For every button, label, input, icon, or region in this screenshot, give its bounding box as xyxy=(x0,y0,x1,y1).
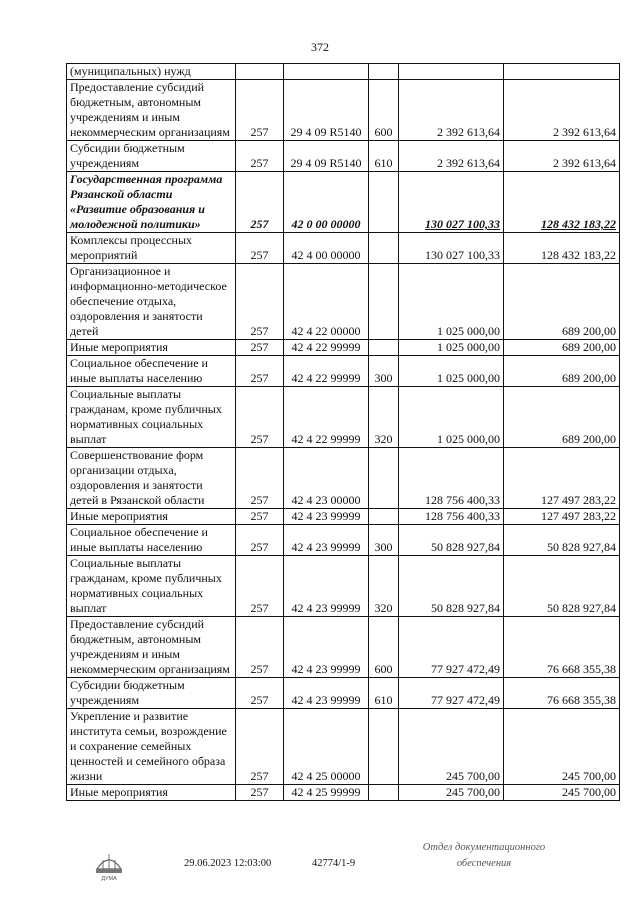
table-row xyxy=(67,509,620,525)
row-admin-code-cell: 257 xyxy=(236,709,284,785)
row-name-cell: Иные мероприятия xyxy=(67,785,236,801)
row-name-cell: (муниципальных) нужд xyxy=(67,64,236,80)
page-footer xyxy=(0,842,640,904)
row-sum-2023-cell: 127 497 283,22 xyxy=(504,448,620,509)
table-row xyxy=(67,448,620,509)
row-admin-code-cell: 257 xyxy=(236,448,284,509)
row-sum-2022-cell: 1 025 000,00 xyxy=(399,356,504,387)
row-sum-2022-cell: 77 927 472,49 xyxy=(399,678,504,709)
row-sum-2023-cell: 245 700,00 xyxy=(504,785,620,801)
row-admin-code-cell: 257 xyxy=(236,141,284,172)
row-target-article-cell: 42 4 23 99999 xyxy=(284,678,369,709)
table-row xyxy=(67,233,620,264)
row-admin-code-cell: 257 xyxy=(236,617,284,678)
duma-emblem-icon xyxy=(92,848,126,882)
row-sum-2023-cell: 50 828 927,84 xyxy=(504,525,620,556)
row-admin-code-cell: 257 xyxy=(236,509,284,525)
row-name-cell: Организационное и информационно-методическое обеспечение отдыха, оздоровления и занятости детей xyxy=(67,264,236,340)
row-name-cell: Субсидии бюджетным учреждениям xyxy=(67,141,236,172)
row-name-cell: Социальные выплаты гражданам, кроме публичных нормативных социальных выплат xyxy=(67,387,236,448)
row-name-cell: Государственная программа Рязанской области «Развитие образования и молодежной политики» xyxy=(67,172,236,233)
row-expense-type-cell xyxy=(369,448,399,509)
row-expense-type-cell: 300 xyxy=(369,356,399,387)
page-number: 372 xyxy=(311,40,329,54)
row-admin-code-cell: 257 xyxy=(236,340,284,356)
row-name-cell: Предоставление субсидий бюджетным, автономным учреждениям и иным некоммерческим организациям xyxy=(67,617,236,678)
row-target-article-cell: 42 4 23 99999 xyxy=(284,509,369,525)
row-name-cell: Комплексы процессных мероприятий xyxy=(67,233,236,264)
row-expense-type-cell xyxy=(369,172,399,233)
row-name-cell: Субсидии бюджетным учреждениям xyxy=(67,678,236,709)
row-target-article-cell: 42 4 23 00000 xyxy=(284,448,369,509)
table-row xyxy=(67,141,620,172)
row-admin-code-cell: 257 xyxy=(236,356,284,387)
row-sum-2022-cell: 130 027 100,33 xyxy=(399,233,504,264)
row-sum-2023-cell: 689 200,00 xyxy=(504,387,620,448)
row-admin-code-cell: 257 xyxy=(236,172,284,233)
row-sum-2023-cell: 76 668 355,38 xyxy=(504,617,620,678)
row-expense-type-cell xyxy=(369,64,399,80)
row-admin-code-cell: 257 xyxy=(236,387,284,448)
row-target-article-cell: 42 4 25 00000 xyxy=(284,709,369,785)
row-target-article-cell: 42 4 22 99999 xyxy=(284,340,369,356)
department-line-2: обеспечения xyxy=(456,858,512,869)
row-name-cell: Укрепление и развитие института семьи, возрождение и сохранение семейных ценностей и семейного образа жизни xyxy=(67,709,236,785)
row-sum-2022-cell xyxy=(399,64,504,80)
row-sum-2022-cell: 2 392 613,64 xyxy=(399,80,504,141)
table-row xyxy=(67,64,620,80)
table-row xyxy=(67,387,620,448)
row-target-article-cell: 29 4 09 R5140 xyxy=(284,80,369,141)
row-name-cell: Предоставление субсидий бюджетным, автономным учреждениям и иным некоммерческим организациям xyxy=(67,80,236,141)
row-sum-2023-cell: 689 200,00 xyxy=(504,356,620,387)
row-expense-type-cell xyxy=(369,785,399,801)
row-sum-2023-cell: 76 668 355,38 xyxy=(504,678,620,709)
footer-document-id: 42774/1-9 xyxy=(312,858,356,869)
row-name-cell: Иные мероприятия xyxy=(67,509,236,525)
row-sum-2023-cell xyxy=(504,64,620,80)
footer-department-stamp xyxy=(404,840,564,872)
row-admin-code-cell: 257 xyxy=(236,233,284,264)
table-row xyxy=(67,340,620,356)
table-row xyxy=(67,172,620,233)
row-expense-type-cell: 300 xyxy=(369,525,399,556)
row-name-cell: Социальное обеспечение и иные выплаты населению xyxy=(67,525,236,556)
row-sum-2022-cell: 1 025 000,00 xyxy=(399,340,504,356)
row-sum-2022-cell: 50 828 927,84 xyxy=(399,525,504,556)
footer-timestamp: 29.06.2023 12:03:00 xyxy=(184,858,272,869)
row-admin-code-cell: 257 xyxy=(236,264,284,340)
row-sum-2022-cell: 1 025 000,00 xyxy=(399,264,504,340)
row-admin-code-cell: 257 xyxy=(236,80,284,141)
row-sum-2023-cell: 689 200,00 xyxy=(504,340,620,356)
table-row xyxy=(67,617,620,678)
table-row xyxy=(67,264,620,340)
row-name-cell: Социальные выплаты гражданам, кроме публичных нормативных социальных выплат xyxy=(67,556,236,617)
row-name-cell: Иные мероприятия xyxy=(67,340,236,356)
budget-table-body xyxy=(67,64,620,801)
row-admin-code-cell xyxy=(236,64,284,80)
row-target-article-cell: 42 4 22 99999 xyxy=(284,387,369,448)
row-expense-type-cell: 320 xyxy=(369,556,399,617)
row-admin-code-cell: 257 xyxy=(236,678,284,709)
row-expense-type-cell: 610 xyxy=(369,141,399,172)
row-sum-2023-cell: 689 200,00 xyxy=(504,264,620,340)
row-target-article-cell: 42 4 23 99999 xyxy=(284,617,369,678)
row-sum-2022-cell: 245 700,00 xyxy=(399,709,504,785)
budget-table xyxy=(66,63,620,801)
row-target-article-cell: 42 4 25 99999 xyxy=(284,785,369,801)
row-expense-type-cell xyxy=(369,264,399,340)
row-target-article-cell: 42 0 00 00000 xyxy=(284,172,369,233)
row-sum-2022-cell: 1 025 000,00 xyxy=(399,387,504,448)
row-sum-2023-cell: 128 432 183,22 xyxy=(504,172,620,233)
row-admin-code-cell: 257 xyxy=(236,785,284,801)
row-sum-2022-cell: 128 756 400,33 xyxy=(399,509,504,525)
department-line-1: Отдел документационного xyxy=(422,842,546,853)
row-expense-type-cell xyxy=(369,709,399,785)
row-sum-2022-cell: 50 828 927,84 xyxy=(399,556,504,617)
row-sum-2022-cell: 128 756 400,33 xyxy=(399,448,504,509)
row-expense-type-cell xyxy=(369,233,399,264)
row-target-article-cell: 29 4 09 R5140 xyxy=(284,141,369,172)
table-row xyxy=(67,356,620,387)
row-target-article-cell: 42 4 22 99999 xyxy=(284,356,369,387)
table-row xyxy=(67,556,620,617)
table-row xyxy=(67,785,620,801)
table-row xyxy=(67,80,620,141)
row-sum-2022-cell: 77 927 472,49 xyxy=(399,617,504,678)
table-row xyxy=(67,678,620,709)
row-expense-type-cell: 610 xyxy=(369,678,399,709)
row-sum-2022-cell: 130 027 100,33 xyxy=(399,172,504,233)
row-target-article-cell: 42 4 23 99999 xyxy=(284,525,369,556)
row-sum-2023-cell: 127 497 283,22 xyxy=(504,509,620,525)
row-name-cell: Совершенствование форм организации отдыха, оздоровления и занятости детей в Рязанской области xyxy=(67,448,236,509)
svg-text:ДУМА: ДУМА xyxy=(101,876,117,882)
row-name-cell: Социальное обеспечение и иные выплаты населению xyxy=(67,356,236,387)
table-row xyxy=(67,525,620,556)
row-admin-code-cell: 257 xyxy=(236,525,284,556)
row-target-article-cell: 42 4 22 00000 xyxy=(284,264,369,340)
row-sum-2022-cell: 245 700,00 xyxy=(399,785,504,801)
row-sum-2023-cell: 50 828 927,84 xyxy=(504,556,620,617)
table-row xyxy=(67,709,620,785)
row-admin-code-cell: 257 xyxy=(236,556,284,617)
row-sum-2023-cell: 128 432 183,22 xyxy=(504,233,620,264)
row-target-article-cell: 42 4 00 00000 xyxy=(284,233,369,264)
row-expense-type-cell: 600 xyxy=(369,80,399,141)
row-sum-2023-cell: 245 700,00 xyxy=(504,709,620,785)
row-expense-type-cell xyxy=(369,509,399,525)
row-sum-2023-cell: 2 392 613,64 xyxy=(504,80,620,141)
row-target-article-cell: 42 4 23 99999 xyxy=(284,556,369,617)
row-expense-type-cell: 320 xyxy=(369,387,399,448)
row-sum-2022-cell: 2 392 613,64 xyxy=(399,141,504,172)
row-expense-type-cell xyxy=(369,340,399,356)
row-expense-type-cell: 600 xyxy=(369,617,399,678)
row-sum-2023-cell: 2 392 613,64 xyxy=(504,141,620,172)
row-target-article-cell xyxy=(284,64,369,80)
